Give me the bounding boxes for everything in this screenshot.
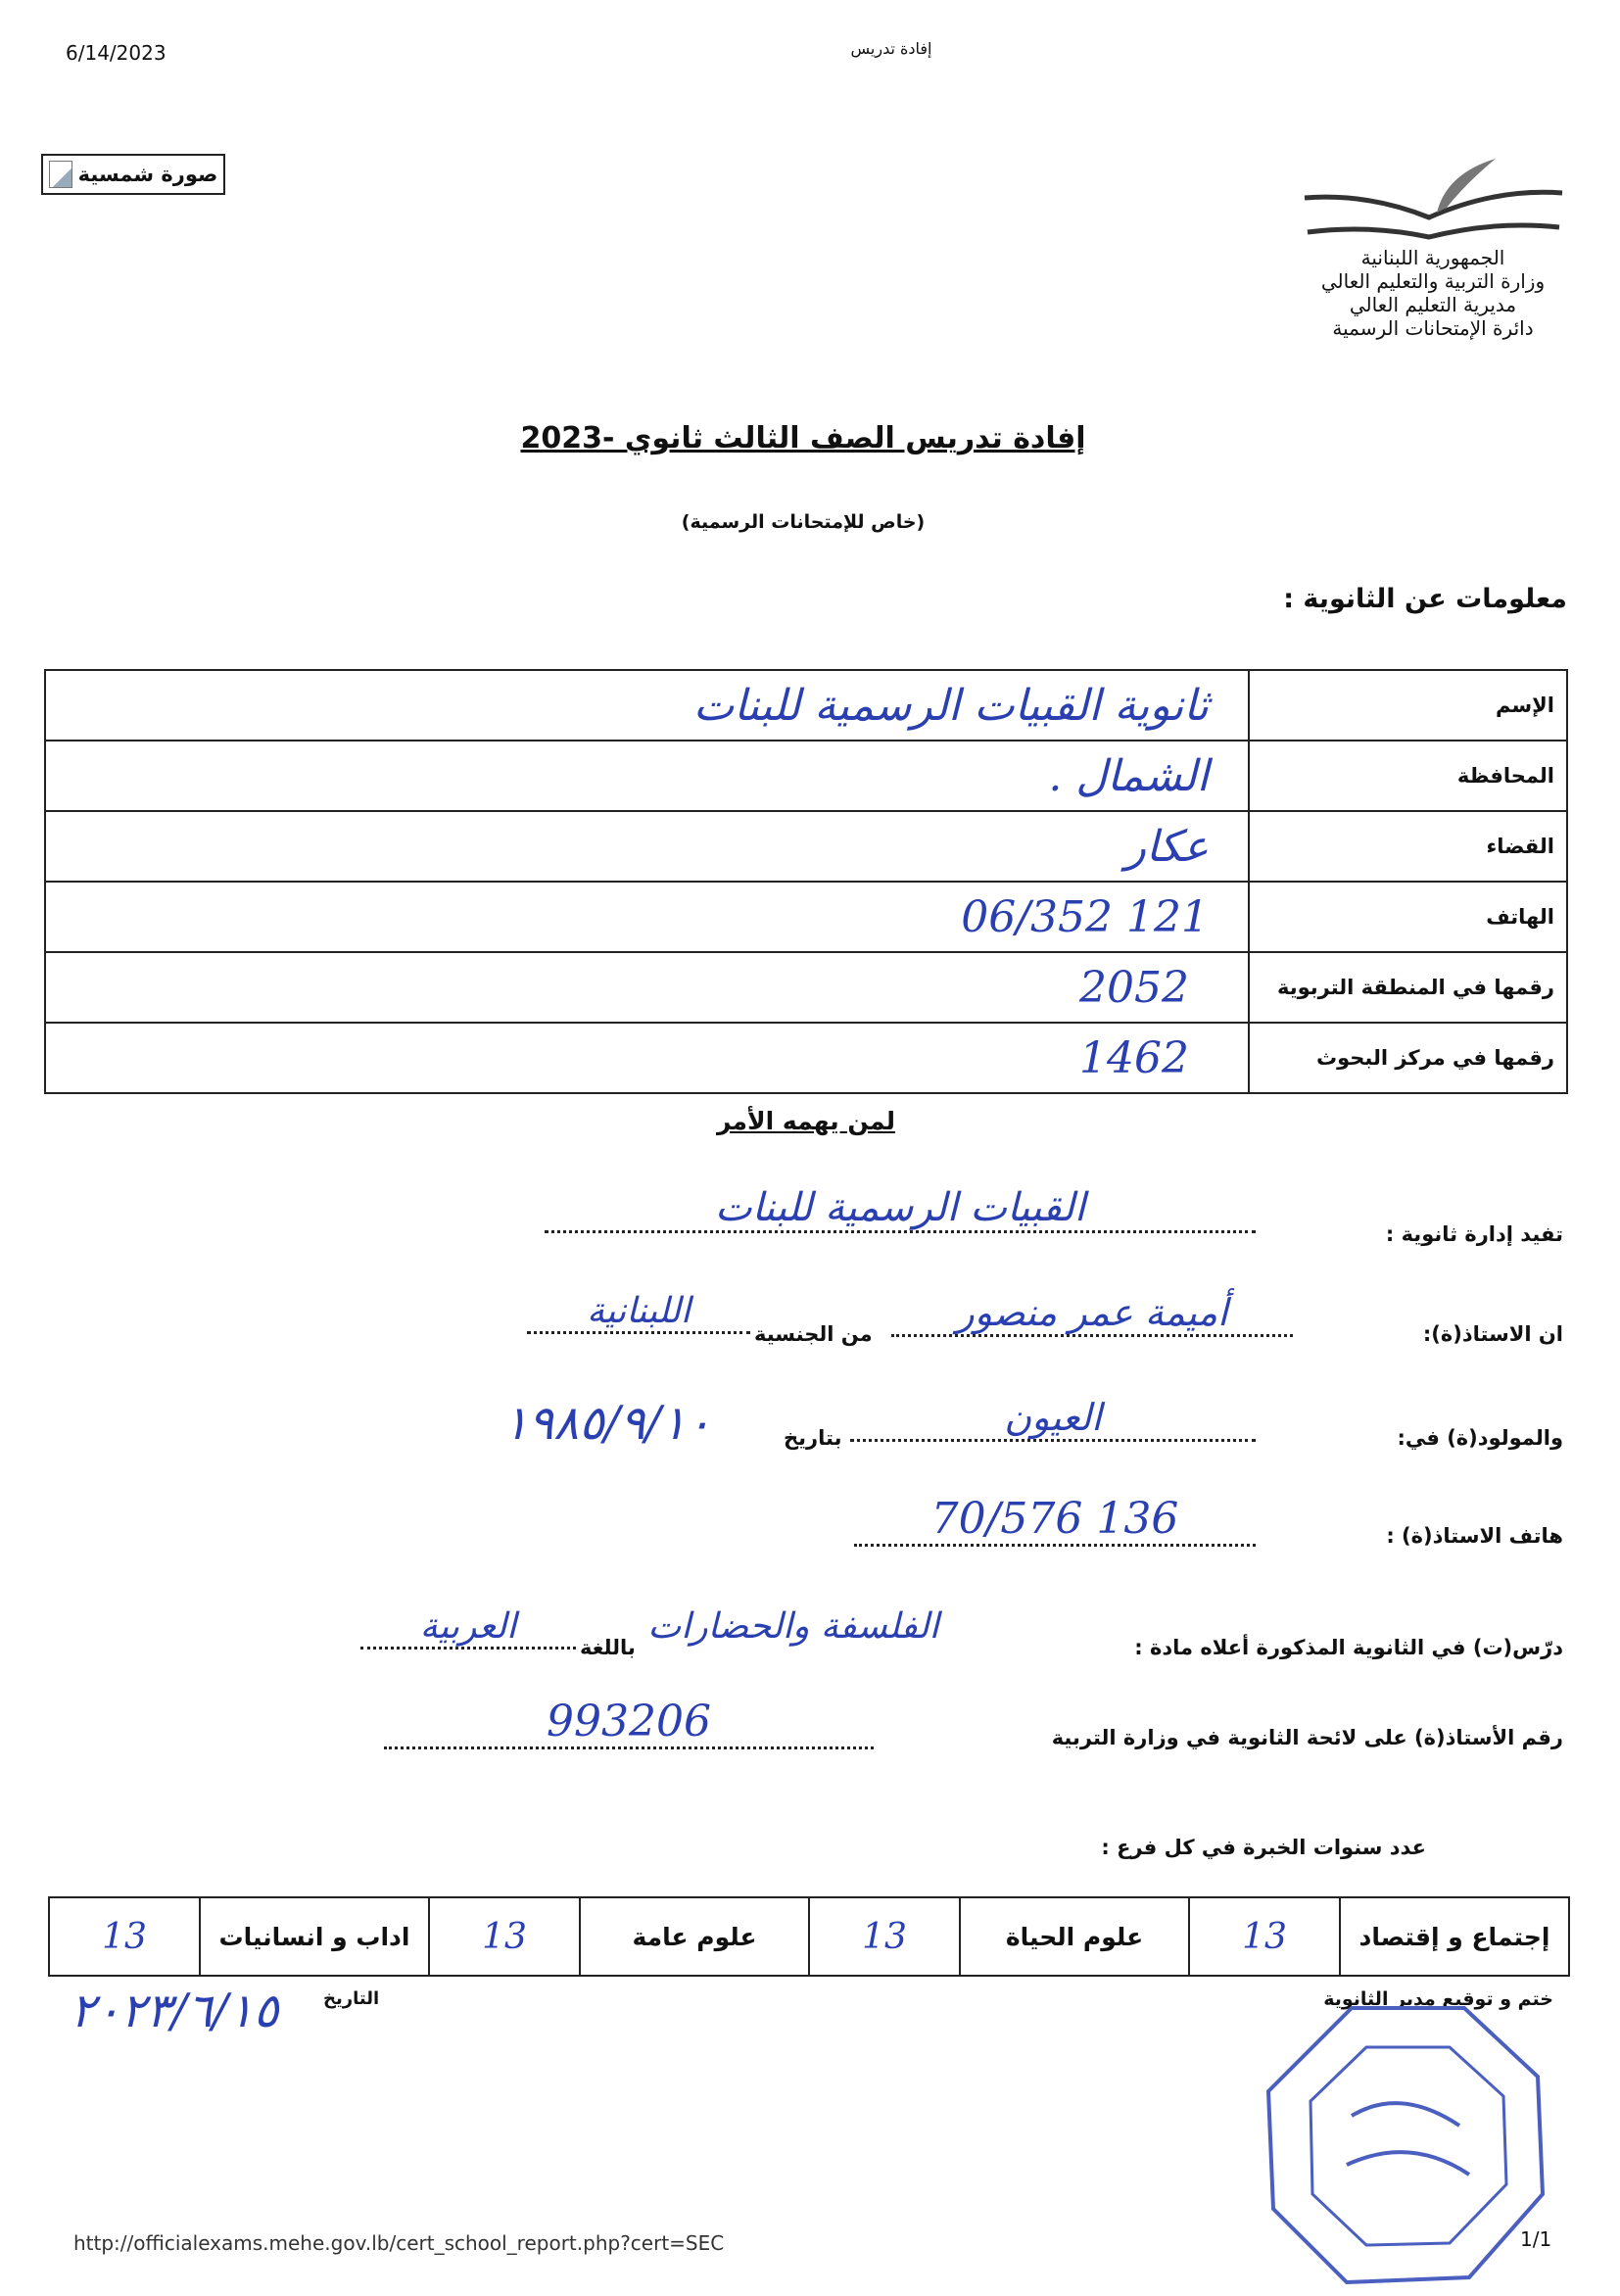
admin-value: القبيات الرسمية للبنات	[545, 1185, 1256, 1233]
date-value: ١٩٨٥/٩/١٠	[502, 1396, 712, 1451]
sign-date-value: ٢٠٢٣/٦/١٥	[70, 1984, 279, 2038]
page-title: إفادة تدريس الصف الثالث ثانوي -2023	[520, 421, 1086, 455]
broken-image-icon	[49, 161, 72, 188]
print-title: إفادة تدريس	[850, 39, 932, 58]
school-info-table	[44, 669, 1568, 1094]
to-whom-heading: لمن يهمه الأمر	[716, 1107, 896, 1135]
teacher-label: ان الاستاذ(ة):	[1422, 1322, 1563, 1346]
date-label: بتاريخ	[784, 1426, 842, 1450]
table-row	[45, 741, 1567, 811]
logo-line: دائرة الإمتحانات الرسمية	[1332, 316, 1534, 340]
lang-label: باللغة	[580, 1636, 636, 1659]
table-row	[49, 1897, 1569, 1976]
section-school-heading: معلومات عن الثانوية :	[1283, 584, 1567, 614]
nationality-label: من الجنسية	[754, 1322, 873, 1346]
branch-label: علوم الحياة	[960, 1897, 1189, 1976]
row-label: رقمها في المنطقة التربوية	[1249, 952, 1567, 1023]
branch-years: 13	[429, 1897, 580, 1976]
page-number: 1/1	[1520, 2227, 1552, 2251]
page-subtitle: (خاص للإمتحانات الرسمية)	[681, 511, 926, 533]
logo-line: الجمهورية اللبنانية	[1360, 246, 1505, 269]
row-value: ثانوية القبيات الرسمية للبنات	[45, 670, 1249, 741]
branch-label: اداب و انسانيات	[200, 1897, 429, 1976]
lang-value: العربية	[360, 1606, 576, 1650]
row-value: 2052	[45, 952, 1249, 1023]
branch-years: 13	[49, 1897, 200, 1976]
row-value: 06/352 121	[45, 882, 1249, 952]
logo-line: وزارة التربية والتعليم العالي	[1320, 269, 1546, 293]
table-row	[45, 811, 1567, 882]
row-label: الهاتف	[1249, 882, 1567, 952]
number-value: 993206	[384, 1697, 874, 1749]
sign-date-label: التاريخ	[323, 1988, 380, 2009]
row-label: الإسم	[1249, 670, 1567, 741]
phone-label: هاتف الاستاذ(ة) :	[1386, 1524, 1563, 1548]
row-label: رقمها في مركز البحوث	[1249, 1023, 1567, 1093]
subject-value: الفلسفة والحضارات	[647, 1606, 939, 1647]
nationality-value: اللبنانية	[527, 1291, 750, 1334]
signature-label: ختم و توقيع مدير الثانوية	[1323, 1988, 1553, 2010]
branch-label: علوم عامة	[580, 1897, 809, 1976]
row-value: عكار	[45, 811, 1249, 882]
born-value: العيون	[850, 1396, 1256, 1442]
photo-label: صورة شمسية	[77, 163, 218, 186]
number-label: رقم الأستاذ(ة) على لائحة الثانوية في وزارة التربية	[1051, 1726, 1563, 1749]
experience-table	[48, 1896, 1570, 1977]
table-row	[45, 952, 1567, 1023]
phone-value: 70/576 136	[854, 1494, 1256, 1547]
row-value: الشمال .	[45, 741, 1249, 811]
row-label: القضاء	[1249, 811, 1567, 882]
branch-years: 13	[809, 1897, 960, 1976]
experience-heading: عدد سنوات الخبرة في كل فرع :	[1101, 1836, 1426, 1859]
footer-url: http://officialexams.mehe.gov.lb/cert_school_report.php?cert=SEC	[73, 2231, 725, 2255]
book-quill-icon	[1300, 154, 1566, 242]
born-label: والمولود(ة) في:	[1397, 1426, 1563, 1450]
table-row	[45, 670, 1567, 741]
row-label: المحافظة	[1249, 741, 1567, 811]
subject-label: درّس(ت) في الثانوية المذكورة أعلاه مادة :	[1134, 1636, 1563, 1659]
admin-label: تفيد إدارة ثانوية :	[1385, 1222, 1563, 1246]
print-date: 6/14/2023	[66, 41, 167, 65]
photo-placeholder	[41, 154, 225, 195]
official-stamp	[1254, 1998, 1557, 2292]
teacher-value: أميمة عمر منصور	[891, 1291, 1293, 1337]
branch-label: إجتماع و إقتصاد	[1340, 1897, 1569, 1976]
row-value: 1462	[45, 1023, 1249, 1093]
table-row	[45, 1023, 1567, 1093]
ministry-logo	[1300, 154, 1566, 340]
stamp-icon	[1254, 1998, 1557, 2292]
branch-years: 13	[1189, 1897, 1340, 1976]
logo-line: مديرية التعليم العالي	[1349, 293, 1517, 316]
table-row	[45, 882, 1567, 952]
